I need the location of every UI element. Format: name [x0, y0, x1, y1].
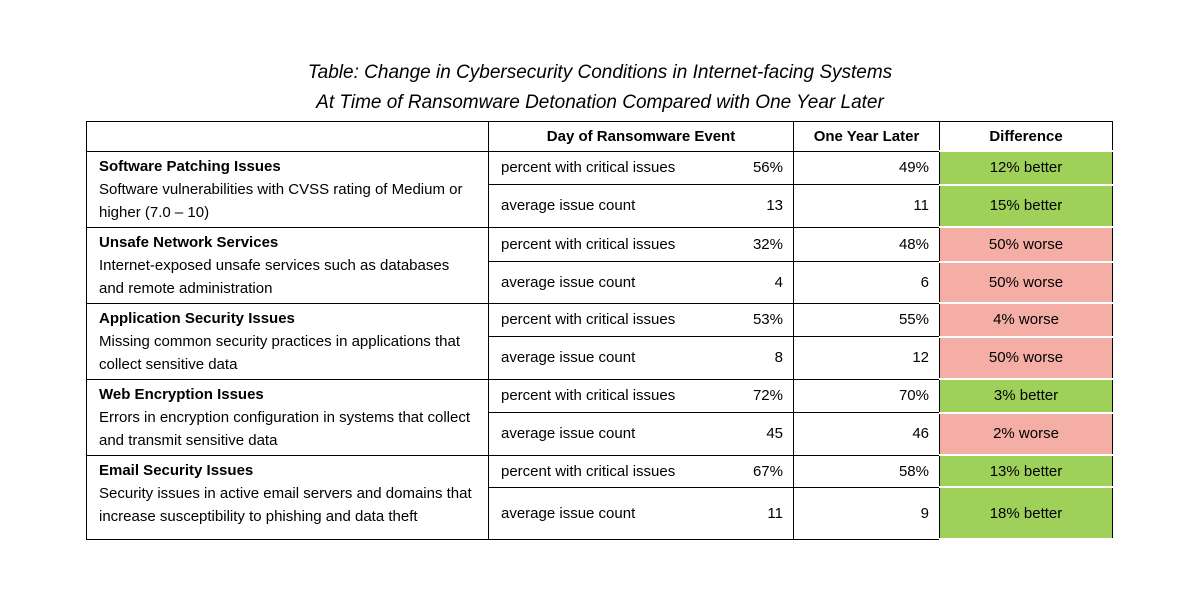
- header-category: [87, 122, 489, 152]
- metric-label: average issue count: [489, 185, 725, 227]
- difference-value: 50% worse: [940, 262, 1113, 303]
- one-year-later-value: 9: [794, 487, 940, 539]
- metric-label: percent with critical issues: [489, 303, 725, 337]
- day-value: 32%: [725, 227, 794, 262]
- difference-value: 3% better: [940, 379, 1113, 413]
- category-cell: [87, 151, 489, 227]
- table-body: [87, 151, 1113, 539]
- header-row: [87, 122, 1113, 152]
- category-cell: [87, 379, 489, 455]
- category-title: Email Security Issues: [99, 461, 254, 479]
- cybersecurity-conditions-table: [86, 121, 1113, 540]
- difference-value: 13% better: [940, 455, 1113, 487]
- day-value: 8: [725, 337, 794, 379]
- category-description: Security issues in active email servers and domains that increase susceptibility to phishing and data theft: [99, 484, 472, 525]
- day-value: 53%: [725, 303, 794, 337]
- difference-value: 2% worse: [940, 413, 1113, 455]
- one-year-later-value: 49%: [794, 151, 940, 185]
- one-year-later-value: 6: [794, 262, 940, 303]
- header-day-of-event: Day of Ransomware Event: [489, 122, 794, 152]
- day-value: 13: [725, 185, 794, 227]
- header-one-year-later: One Year Later: [794, 122, 940, 152]
- metric-label: average issue count: [489, 262, 725, 303]
- difference-value: 12% better: [940, 151, 1113, 185]
- day-value: 11: [725, 487, 794, 539]
- table-row: [87, 151, 1113, 185]
- category-cell: [87, 455, 489, 539]
- metric-label: percent with critical issues: [489, 151, 725, 185]
- one-year-later-value: 58%: [794, 455, 940, 487]
- category-cell: [87, 303, 489, 379]
- difference-value: 50% worse: [940, 337, 1113, 379]
- day-value: 4: [725, 262, 794, 303]
- difference-value: 15% better: [940, 185, 1113, 227]
- table-row: [87, 227, 1113, 262]
- one-year-later-value: 48%: [794, 227, 940, 262]
- day-value: 72%: [725, 379, 794, 413]
- one-year-later-value: 70%: [794, 379, 940, 413]
- table-row: [87, 379, 1113, 413]
- metric-label: average issue count: [489, 413, 725, 455]
- day-value: 67%: [725, 455, 794, 487]
- category-cell: [87, 227, 489, 303]
- table-title-line-2: At Time of Ransomware Detonation Compared with One Year Later: [316, 92, 884, 113]
- difference-value: 4% worse: [940, 303, 1113, 337]
- metric-label: average issue count: [489, 337, 725, 379]
- category-description: Missing common security practices in applications that collect sensitive data: [99, 332, 460, 373]
- metric-label: percent with critical issues: [489, 379, 725, 413]
- difference-value: 50% worse: [940, 227, 1113, 262]
- one-year-later-value: 55%: [794, 303, 940, 337]
- metric-label: percent with critical issues: [489, 455, 725, 487]
- one-year-later-value: 46: [794, 413, 940, 455]
- one-year-later-value: 11: [794, 185, 940, 227]
- category-description: Software vulnerabilities with CVSS rating of Medium or higher (7.0 – 10): [99, 180, 463, 221]
- table-title-line-1: Table: Change in Cybersecurity Conditions in Internet-facing Systems: [307, 62, 893, 83]
- metric-label: average issue count: [489, 487, 725, 539]
- category-title: Application Security Issues: [99, 309, 295, 327]
- table-row: [87, 303, 1113, 337]
- category-title: Web Encryption Issues: [99, 385, 264, 403]
- header-difference: Difference: [940, 122, 1113, 152]
- category-title: Software Patching Issues: [99, 157, 281, 175]
- category-title: Unsafe Network Services: [99, 233, 279, 251]
- category-description: Errors in encryption configuration in systems that collect and transmit sensitive data: [99, 408, 470, 449]
- table-row: [87, 455, 1113, 487]
- day-value: 45: [725, 413, 794, 455]
- day-value: 56%: [725, 151, 794, 185]
- category-description: Internet-exposed unsafe services such as databases and remote administration: [99, 256, 450, 297]
- one-year-later-value: 12: [794, 337, 940, 379]
- metric-label: percent with critical issues: [489, 227, 725, 262]
- difference-value: 18% better: [940, 487, 1113, 539]
